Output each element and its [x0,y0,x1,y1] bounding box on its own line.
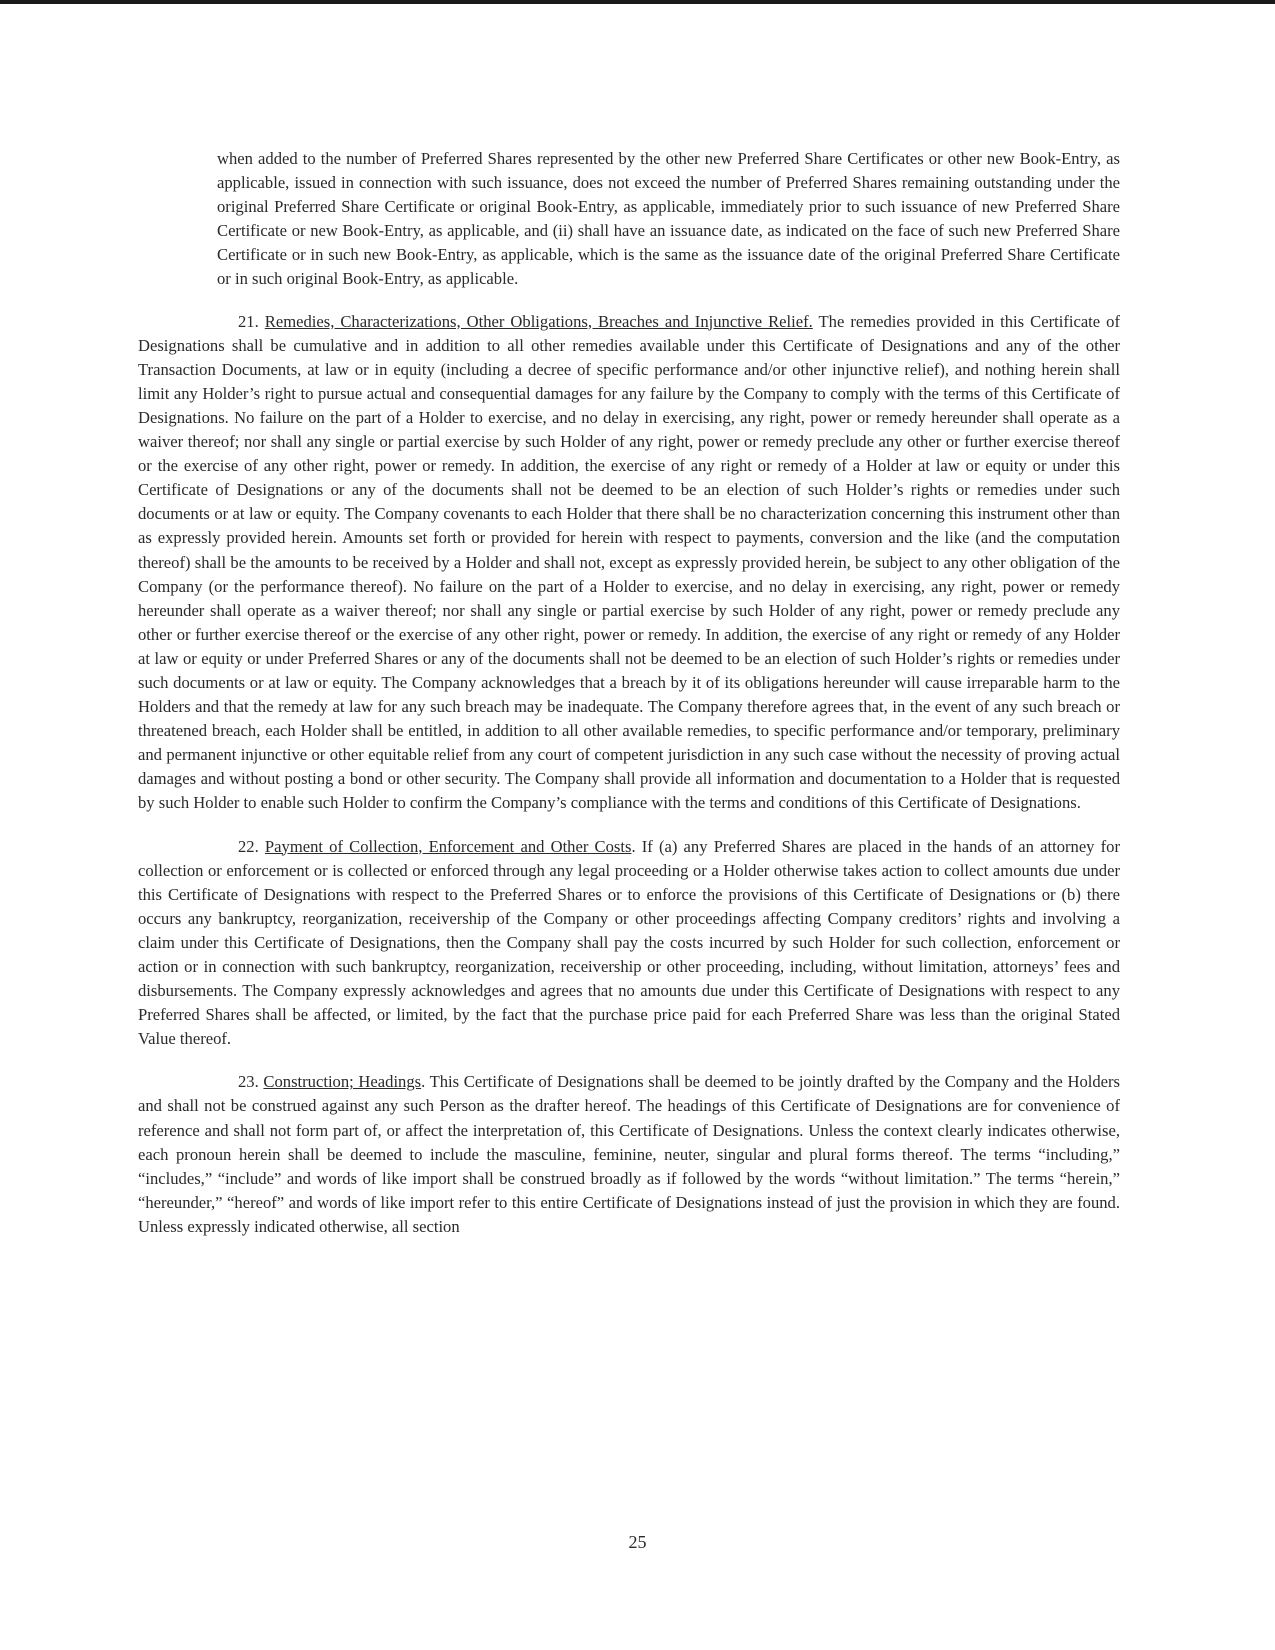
continuation-paragraph: when added to the number of Preferred Shares represented by the other new Preferred Share Certificates or other new Book-Entry, as applicable, issued in connection with such issuance, does not exceed the number of Preferred Shares remaining outstanding under the original Preferred Share Certificate or original Book-Entry, as applicable, immediately prior to such issuance of new Preferred Share Certificate or new Book-Entry, as applicable, and (ii) shall have an issuance date, as indicated on the face of such new Preferred Share Certificate or in such new Book-Entry, as applicable, which is the same as the issuance date of the original Preferred Share Certificate or in such original Book-Entry, as applicable. [217,149,1120,289]
page-number: 25 [628,1532,647,1552]
document-body [138,147,1120,1258]
section-number: 22. [238,836,265,856]
section-body: . If (a) any Preferred Shares are placed in the hands of an attorney for collection or enforcement or is collected or enforced through any legal proceeding or a Holder otherwise takes action to collect amounts due under this Certificate of Designations with respect to the Preferred Shares or to enforce the provisions of this Certificate of Designations or (b) there occurs any bankruptcy, reorganization, receivership of the Company or other proceedings affecting Company creditors’ rights and involving a claim under this Certificate of Designations, then the Company shall pay the costs incurred by such Holder for such collection, enforcement or action or in connection with such bankruptcy, reorganization, receivership or other proceeding, including, without limitation, attorneys’ fees and disbursements. The Company expressly acknowledges and agrees that no amounts due under this Certificate of Designations with respect to any Preferred Shares shall be affected, or limited, by the fact that the purchase price paid for each Preferred Share was less than the original Stated Value thereof. [138,836,1120,1049]
section-23 [138,1070,1120,1239]
section-22 [138,835,1120,1052]
section-heading: Remedies, Characterizations, Other Obligations, Breaches and Injunctive Relief. [264,311,813,331]
section-heading: Construction; Headings [263,1072,422,1092]
section-21 [138,310,1120,816]
section-heading: Payment of Collection, Enforcement and Other Costs [264,836,632,856]
section-number: 21. [238,311,265,331]
section-body: . This Certificate of Designations shall be deemed to be jointly drafted by the Company and the Holders and shall not be construed against any such Person as the drafter hereof. The headings of this Certificate of Designations are for convenience of reference and shall not form part of, or affect the interpretation of, this Certificate of Designations. Unless the context clearly indicates otherwise, each pronoun herein shall be deemed to include the masculine, feminine, neuter, singular and plural forms thereof. The terms “including,” “includes,” “include” and words of like import shall be construed broadly as if followed by the words “without limitation.” The terms “herein,” “hereunder,” “hereof” and words of like import refer to this entire Certificate of Designations instead of just the provision in which they are found. Unless expressly indicated otherwise, all section [138,1072,1120,1236]
section-body: The remedies provided in this Certificate of Designations shall be cumulative and in addition to all other remedies available under this Certificate of Designations and any of the other Transaction Documents, at law or in equity (including a decree of specific performance and/or other injunctive relief), and nothing herein shall limit any Holder’s right to pursue actual and consequential damages for any failure by the Company to comply with the terms of this Certificate of Designations. No failure on the part of a Holder to exercise, and no delay in exercising, any right, power or remedy hereunder shall operate as a waiver thereof; nor shall any single or partial exercise by such Holder of any right, power or remedy preclude any other or further exercise thereof or the exercise of any other right, power or remedy. In addition, the exercise of any right or remedy of a Holder at law or equity or under this Certificate of Designations or any of the documents shall not be deemed to be an election of such Holder’s rights or remedies under such documents or at law or equity. The Company covenants to each Holder that there shall be no characterization concerning this instrument other than as expressly provided herein. Amounts set forth or provided for herein with respect to payments, conversion and the like (and the computation thereof) shall be the amounts to be received by a Holder and shall not, except as expressly provided herein, be subject to any other obligation of the Company (or the performance thereof). No failure on the part of a Holder to exercise, and no delay in exercising, any right, power or remedy hereunder shall operate as a waiver thereof; nor shall any single or partial exercise by such Holder of any right, power or remedy preclude any other or further exercise thereof or the exercise of any other right, power or remedy. In addition, the exercise of any right or remedy of any Holder at law or equity or under Preferred Shares or any of the documents shall not be deemed to be an election of such Holder’s rights or remedies under such documents or at law or equity. The Company acknowledges that a breach by it of its obligations hereunder will cause irreparable harm to the Holders and that the remedy at law for any such breach may be inadequate. The Company therefore agrees that, in the event of any such breach or threatened breach, each Holder shall be entitled, in addition to all other available remedies, to specific performance and/or temporary, preliminary and permanent injunctive or other equitable relief from any court of competent jurisdiction in any such case without the necessity of proving actual damages and without posting a bond or other security. The Company shall provide all information and documentation to a Holder that is requested by such Holder to enable such Holder to confirm the Company’s compliance with the terms and conditions of this Certificate of Designations. [138,311,1120,813]
page-top-edge [0,0,1275,4]
section-number: 23. [238,1072,264,1092]
